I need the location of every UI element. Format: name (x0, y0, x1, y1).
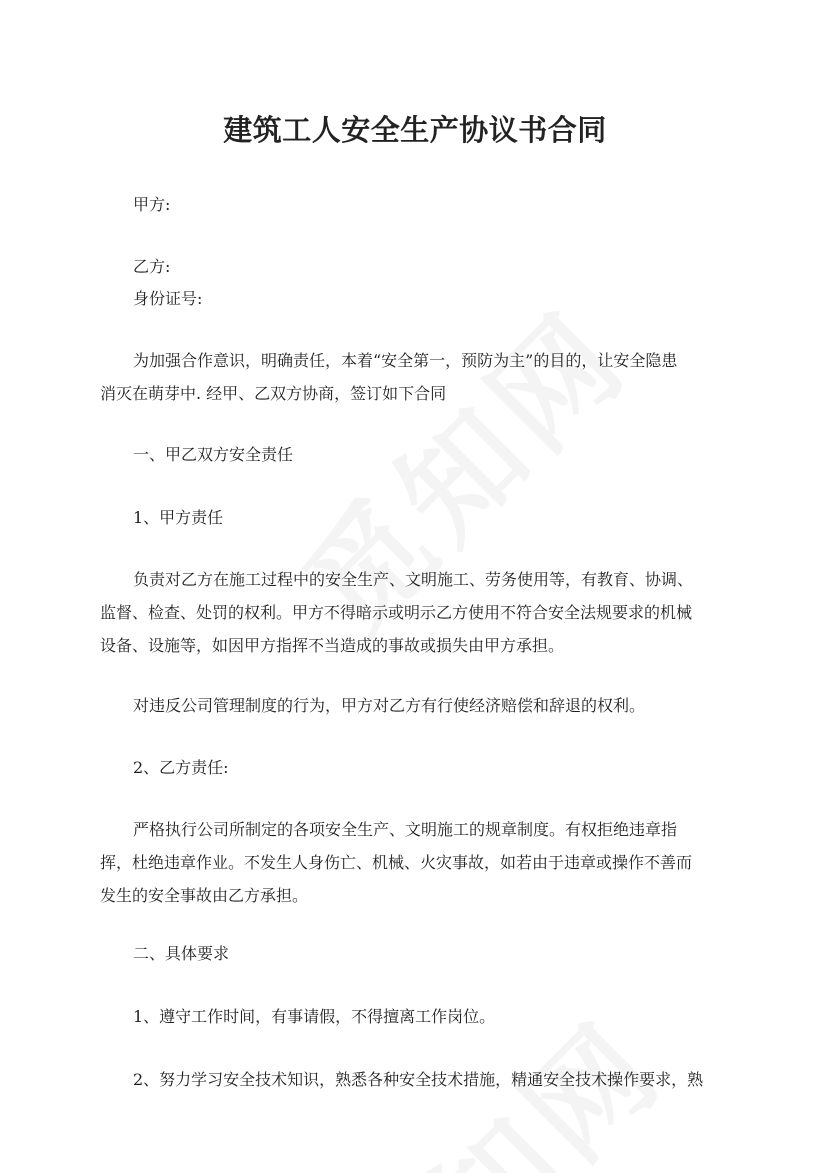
party-a-duty-line-3: 设备、设施等，如因甲方指挥不当造成的事故或损失由甲方承担。 (100, 636, 565, 655)
party-a-rights-line: 对违反公司管理制度的行为，甲方对乙方有行使经济赔偿和辞退的权利。 (133, 696, 646, 715)
section-heading-1: 一、甲乙双方安全责任 (133, 445, 294, 464)
field-party-b: 乙方: (133, 257, 171, 276)
field-id-number: 身份证号: (133, 289, 203, 308)
intro-line-2: 消灭在萌芽中. 经甲、乙双方协商，签订如下合同 (100, 384, 447, 403)
party-a-duty-line-1: 负责对乙方在施工过程中的安全生产、文明施工、劳务使用等，有教育、协调、 (133, 570, 694, 589)
subsection-heading-party-b: 2、乙方责任: (133, 758, 229, 777)
requirement-item-1: 1、遵守工作时间，有事请假，不得擅离工作岗位。 (133, 1007, 496, 1026)
document-title: 建筑工人安全生产协议书合同 (223, 113, 607, 147)
field-party-a: 甲方: (133, 195, 171, 214)
section-heading-2: 二、具体要求 (133, 944, 230, 963)
party-a-duty-line-2: 监督、检查、处罚的权利。甲方不得暗示或明示乙方使用不符合安全法规要求的机械 (100, 603, 693, 622)
party-b-duty-line-2: 挥，杜绝违章作业。不发生人身伤亡、机械、火灾事故，如若由于违章或操作不善而 (100, 853, 693, 872)
requirement-item-2: 2、努力学习安全技术知识，熟悉各种安全技术措施，精通安全技术操作要求，熟 (133, 1070, 704, 1089)
party-b-duty-line-1: 严格执行公司所制定的各项安全生产、文明施工的规章制度。有权拒绝违章指 (133, 820, 678, 839)
party-b-duty-line-3: 发生的安全事故由乙方承担。 (100, 886, 309, 905)
subsection-heading-party-a: 1、甲方责任 (133, 508, 224, 527)
intro-line-1: 为加强合作意识，明确责任，本着“安全第一，预防为主”的目的，让安全隐患 (133, 351, 678, 370)
